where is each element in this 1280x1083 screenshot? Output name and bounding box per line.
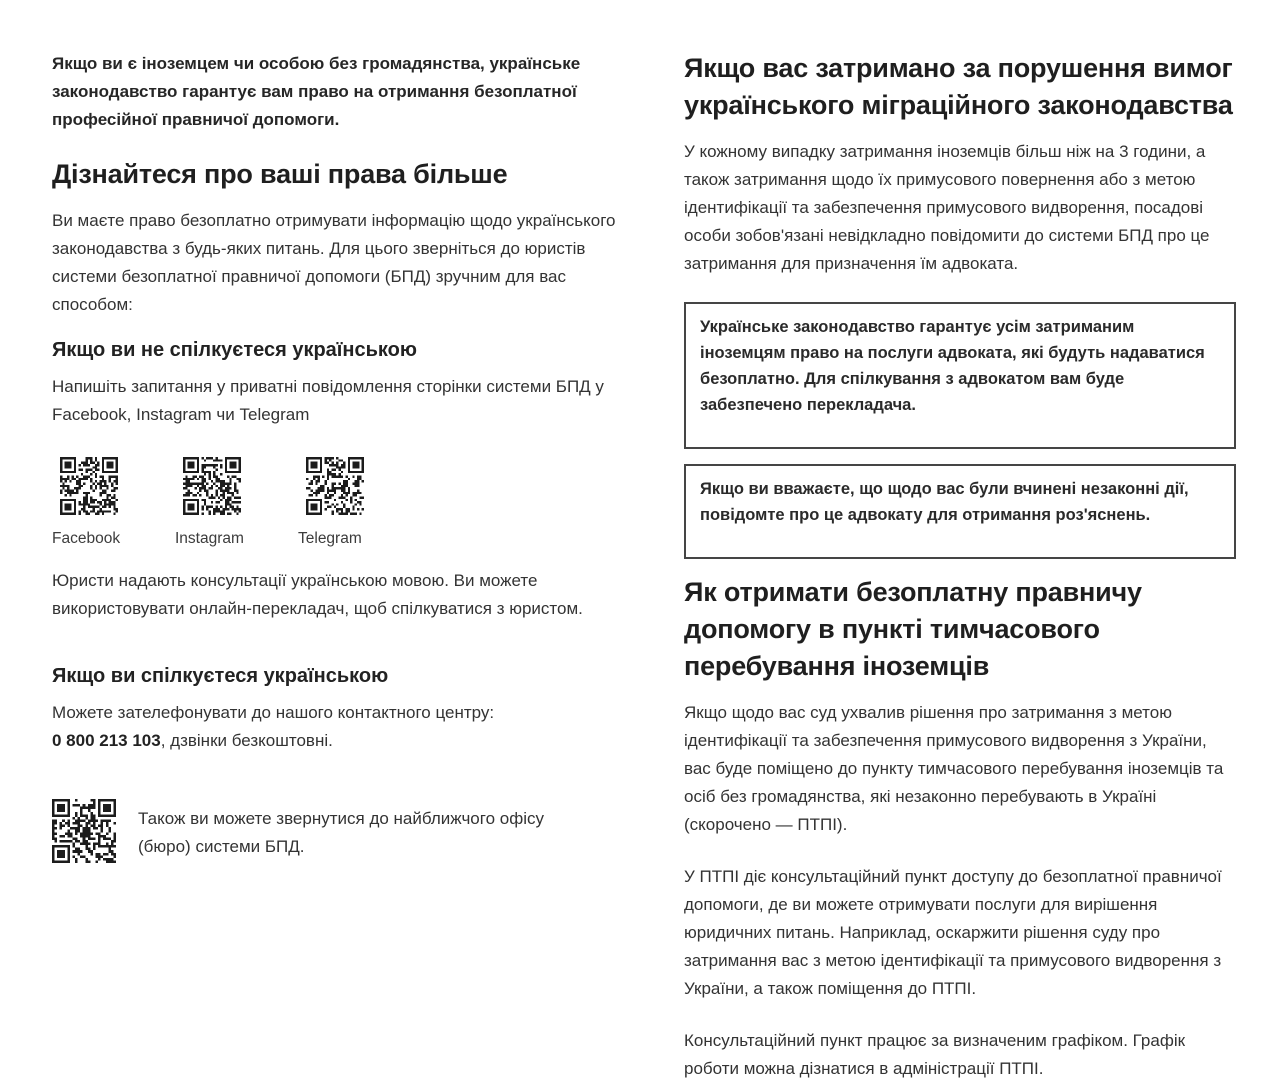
left-heading: Дізнайтеся про ваші права більше: [52, 159, 508, 189]
facebook-qr-code: [60, 457, 118, 515]
ptpi-heading: Як отримати безоплатну правничу допомогу в пункті тимчасового перебування іноземців: [684, 577, 1142, 681]
lawyer-guarantee-text: Українське законодавство гарантує усім затриманим іноземцям право на послуги адвоката, які будуть надаватися безоплатно. Для спілкування з адвокатом вам буде забезпечено перекладача.: [700, 318, 1205, 414]
office-qr-code: [52, 799, 116, 863]
illegal-actions-box: [684, 464, 1236, 559]
contact-center-text: Можете зателефонувати до нашого контактного центру:: [52, 703, 495, 722]
office-qr-row: [52, 799, 618, 863]
no-ukrainian-paragraph: Напишіть запитання у приватні повідомлення сторінки системи БПД у Facebook, Instagram чи Telegram: [52, 377, 604, 424]
office-note-paragraph: Також ви можете звернутися до найближчого офісу (бюро) системи БПД.: [138, 809, 544, 856]
ptpi-paragraph-2: У ПТПІ діє консультаційний пункт доступу до безоплатної правничої допомоги, де ви можете отримувати послуги для вирішення юридичних питань. Наприклад, оскаржити рішення суду про затримання вас з метою ідентифікації та примусового видворення з України, а також поміщення до ПТПІ.: [684, 867, 1222, 998]
right-column: [684, 50, 1236, 1078]
ptpi-paragraph-1: Якщо щодо вас суд ухвалив рішення про затримання з метою ідентифікації та забезпечення примусового видворення з України, вас буде поміщено до пункту тимчасового перебування іноземців та осіб без громадянства, які незаконно перебувають в Україні (скорочено — ПТПІ).: [684, 703, 1224, 834]
contact-center-paragraph: [52, 699, 618, 755]
detention-paragraph: У кожному випадку затримання іноземців більш ніж на 3 години, а також затримання щодо їх примусового повернення або з метою ідентифікації та забезпечення примусового видворення, посадові особи зобов'язані невідкладно повідомити до системи БПД про це затримання для призначення їм адвоката.: [684, 142, 1210, 273]
lawyer-guarantee-box: [684, 302, 1236, 449]
ptpi-paragraph-3: Консультаційний пункт працює за визначеним графіком. Графік роботи можна дізнатися в адміністрації ПТПІ.: [684, 1031, 1186, 1078]
illegal-actions-text: Якщо ви вважаєте, що щодо вас були вчинені незаконні дії, повідомте про це адвокату для отримання роз'яснень.: [700, 480, 1189, 524]
rights-info-paragraph: Ви маєте право безоплатно отримувати інформацію щодо українського законодавства з будь-яких питань. Для цього зверніться до юристів системи безоплатної правничої допомоги (БПД) зручним для вас способом:: [52, 211, 616, 314]
phone-number: 0 800 213 103: [52, 731, 161, 750]
instagram-qr-code: [183, 457, 241, 515]
subheading-ukrainian: Якщо ви спілкуєтеся українською: [52, 665, 389, 687]
telegram-qr-label: Telegram: [298, 530, 362, 547]
phone-suffix: , дзвінки безкоштовні.: [160, 731, 333, 750]
intro-text: Якщо ви є іноземцем чи особою без громадянства, українське законодавство гарантує вам право на отримання безоплатної професійної правничої допомоги.: [52, 54, 581, 129]
instagram-qr-label: Instagram: [175, 530, 244, 547]
social-qr-row: [52, 457, 618, 549]
telegram-qr-code: [306, 457, 364, 515]
detention-heading: Якщо вас затримано за порушення вимог українського міграційного законодавства: [684, 53, 1233, 120]
qr-block-instagram: [175, 457, 255, 549]
subheading-no-ukrainian: Якщо ви не спілкуєтеся українською: [52, 339, 417, 361]
qr-block-facebook: [52, 457, 132, 549]
translator-note-paragraph: Юристи надають консультації українською мовою. Ви можете використовувати онлайн-перекладач, щоб спілкуватися з юристом.: [52, 571, 583, 618]
qr-block-telegram: [298, 457, 378, 549]
left-column: [52, 50, 618, 864]
facebook-qr-label: Facebook: [52, 530, 121, 547]
